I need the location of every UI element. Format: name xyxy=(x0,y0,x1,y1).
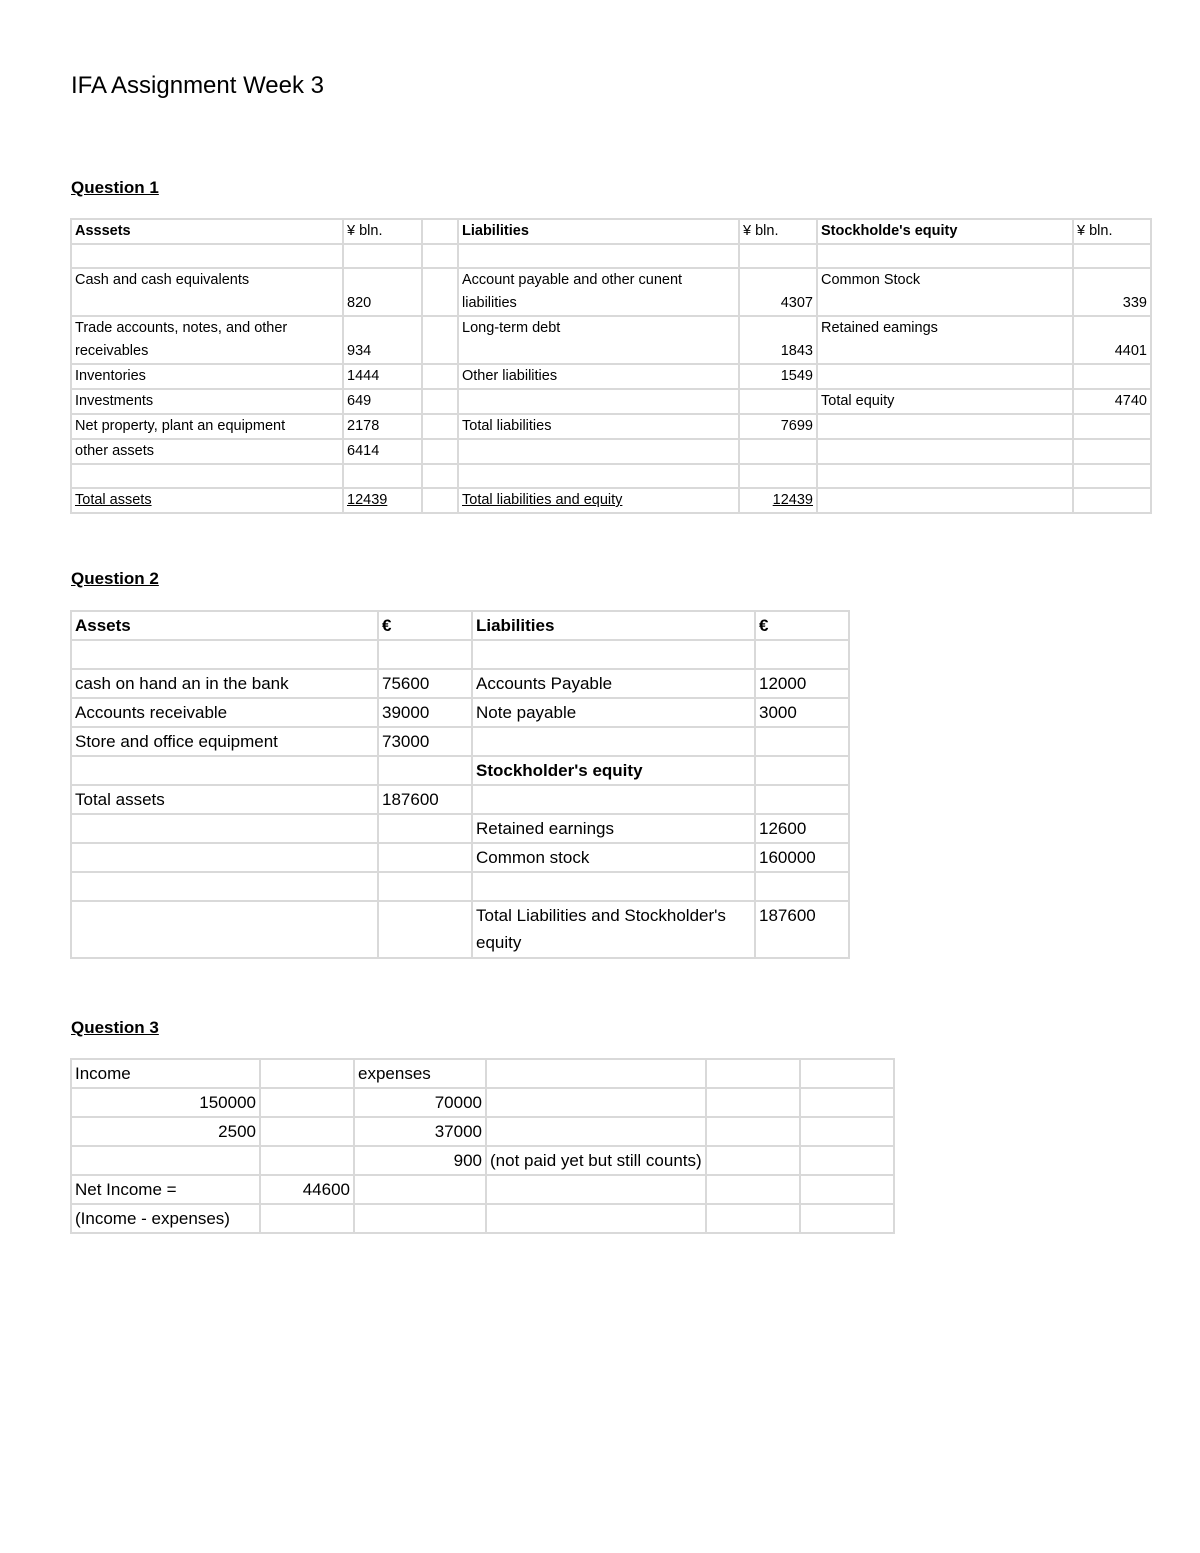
question-1-heading: Question 1 xyxy=(71,178,159,197)
table-row xyxy=(71,640,849,669)
net-income-label: Net Income = xyxy=(71,1175,260,1204)
asset-value: 820 xyxy=(343,268,422,316)
asset-value: 2178 xyxy=(343,414,422,439)
liability-value xyxy=(755,727,849,756)
table-row xyxy=(71,843,849,872)
liabilities-unit-header: ¥ bln. xyxy=(739,219,817,244)
table-row xyxy=(71,414,1151,439)
table-header-row xyxy=(71,1059,894,1088)
total-assets-value: 12439 xyxy=(343,488,422,513)
asset-label: Accounts receivable xyxy=(71,698,378,727)
equity-label xyxy=(817,439,1073,464)
liability-value: 12000 xyxy=(755,669,849,698)
liability-value xyxy=(739,389,817,414)
table-row xyxy=(71,244,1151,268)
liability-value: 7699 xyxy=(739,414,817,439)
equity-label xyxy=(817,414,1073,439)
equity-label: Common stock xyxy=(472,843,755,872)
liability-value xyxy=(739,439,817,464)
spacer-cell xyxy=(422,219,458,244)
liability-label: Note payable xyxy=(472,698,755,727)
total-assets-value: 187600 xyxy=(378,785,472,814)
asset-value: 6414 xyxy=(343,439,422,464)
asset-label: Investments xyxy=(71,389,343,414)
assets-unit-header: € xyxy=(378,611,472,640)
equity-value: 12600 xyxy=(755,814,849,843)
table-row xyxy=(71,785,849,814)
total-row xyxy=(71,488,1151,513)
equity-value xyxy=(1073,414,1151,439)
liabilities-unit-header: € xyxy=(755,611,849,640)
equity-label: Retained eamings xyxy=(817,316,1073,364)
asset-value: 73000 xyxy=(378,727,472,756)
equity-value: 160000 xyxy=(755,843,849,872)
table-row xyxy=(71,464,1151,488)
income-value: 2500 xyxy=(71,1117,260,1146)
equity-label: Common Stock xyxy=(817,268,1073,316)
expense-note xyxy=(486,1088,706,1117)
asset-label: Trade accounts, notes, and other receivables xyxy=(71,316,343,364)
table-row xyxy=(71,364,1151,389)
assets-header: Assets xyxy=(71,611,378,640)
table-row xyxy=(71,1146,894,1175)
equity-value: 4740 xyxy=(1073,389,1151,414)
liability-label: Accounts Payable xyxy=(472,669,755,698)
total-liabilities-equity-value: 12439 xyxy=(739,488,817,513)
table-row xyxy=(71,1117,894,1146)
table-header-row xyxy=(71,611,849,640)
liability-value: 3000 xyxy=(755,698,849,727)
table-row xyxy=(71,1175,894,1204)
asset-label: Inventories xyxy=(71,364,343,389)
equity-label: Total equity xyxy=(817,389,1073,414)
liability-value: 1843 xyxy=(739,316,817,364)
liability-value: 1549 xyxy=(739,364,817,389)
expense-note xyxy=(486,1117,706,1146)
net-income-value: 44600 xyxy=(260,1175,354,1204)
asset-label: Cash and cash equivalents xyxy=(71,268,343,316)
liability-label xyxy=(458,439,739,464)
table-row xyxy=(71,389,1151,414)
asset-value: 39000 xyxy=(378,698,472,727)
income-value xyxy=(71,1146,260,1175)
question-3-heading: Question 3 xyxy=(71,1018,159,1037)
question-2-heading: Question 2 xyxy=(71,569,159,588)
liability-label: Other liabilities xyxy=(458,364,739,389)
asset-value: 934 xyxy=(343,316,422,364)
expense-value: 70000 xyxy=(354,1088,486,1117)
liability-label: Account payable and other cunent liabilities xyxy=(458,268,739,316)
assets-unit-header: ¥ bln. xyxy=(343,219,422,244)
liabilities-header: Liabilities xyxy=(472,611,755,640)
total-liabilities-equity-value: 187600 xyxy=(755,901,849,958)
table-header-row xyxy=(71,219,1151,244)
assets-header: Asssets xyxy=(71,219,343,244)
total-row xyxy=(71,901,849,958)
asset-label: cash on hand an in the bank xyxy=(71,669,378,698)
liabilities-header: Liabilities xyxy=(458,219,739,244)
table-row xyxy=(71,727,849,756)
liability-value: 4307 xyxy=(739,268,817,316)
asset-value: 75600 xyxy=(378,669,472,698)
table-row xyxy=(71,698,849,727)
equity-unit-header: ¥ bln. xyxy=(1073,219,1151,244)
expenses-header: expenses xyxy=(354,1059,486,1088)
equity-value xyxy=(1073,439,1151,464)
income-table-q3 xyxy=(70,1058,895,1234)
asset-label: Store and office equipment xyxy=(71,727,378,756)
page-title: IFA Assignment Week 3 xyxy=(71,72,325,99)
equity-value: 339 xyxy=(1073,268,1151,316)
total-liabilities-equity-label: Total liabilities and equity xyxy=(458,488,739,513)
liability-label xyxy=(472,727,755,756)
asset-label: Net property, plant an equipment xyxy=(71,414,343,439)
total-assets-label: Total assets xyxy=(71,785,378,814)
net-income-formula: (Income - expenses) xyxy=(71,1204,260,1233)
table-row xyxy=(71,316,1151,364)
income-header: Income xyxy=(71,1059,260,1088)
asset-value: 1444 xyxy=(343,364,422,389)
table-row xyxy=(71,1088,894,1117)
total-liabilities-equity-label: Total Liabilities and Stockholder's equity xyxy=(472,901,755,958)
table-row xyxy=(71,872,849,901)
balance-sheet-table-q2 xyxy=(70,610,850,959)
asset-label: other assets xyxy=(71,439,343,464)
asset-value: 649 xyxy=(343,389,422,414)
income-value: 150000 xyxy=(71,1088,260,1117)
table-row xyxy=(71,756,849,785)
equity-label xyxy=(817,364,1073,389)
total-assets-label: Total assets xyxy=(71,488,343,513)
liability-label xyxy=(458,389,739,414)
equity-heading: Stockholder's equity xyxy=(472,756,755,785)
equity-header: Stockholde's equity xyxy=(817,219,1073,244)
equity-value xyxy=(1073,364,1151,389)
expense-value: 900 xyxy=(354,1146,486,1175)
table-row xyxy=(71,268,1151,316)
liability-label: Total liabilities xyxy=(458,414,739,439)
table-row xyxy=(71,669,849,698)
table-row xyxy=(71,814,849,843)
balance-sheet-table-q1 xyxy=(70,218,1152,514)
liability-label: Long-term debt xyxy=(458,316,739,364)
equity-label: Retained earnings xyxy=(472,814,755,843)
table-row xyxy=(71,439,1151,464)
table-row xyxy=(71,1204,894,1233)
expense-value: 37000 xyxy=(354,1117,486,1146)
equity-value: 4401 xyxy=(1073,316,1151,364)
expense-note: (not paid yet but still counts) xyxy=(486,1146,706,1175)
